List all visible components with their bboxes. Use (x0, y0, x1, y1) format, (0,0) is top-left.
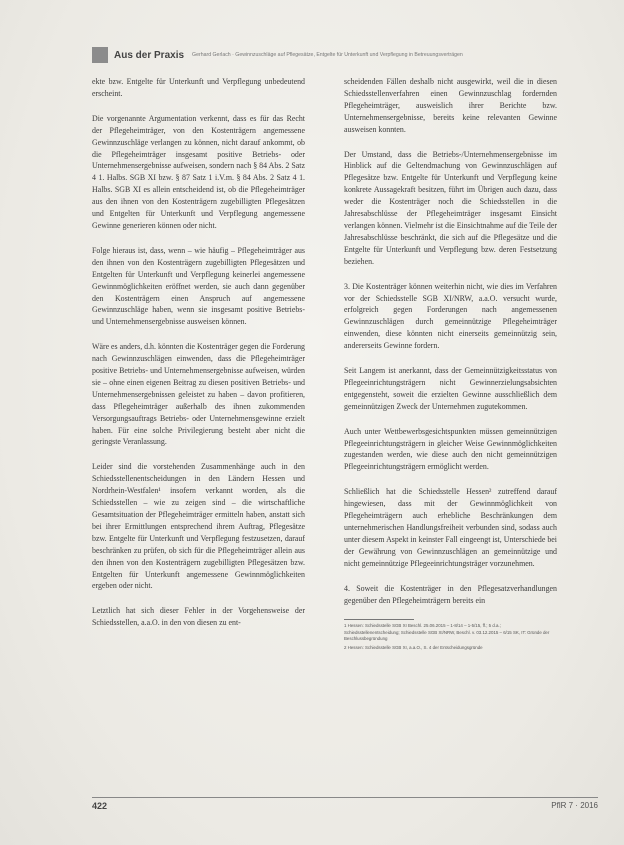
footnote: 1 Hessen: Schiedsstelle SGB XI Beschl. 25.06.2015 – 1-8/14 – 1-5/15, ff.; 5 d.a.; Schiedsstellenentscheidung; Schiedsstelle SGB XI/NRW, Beschl. v. 03.12.2015 – 6/15 SK, IT: Gründe der Beschlussbegründung (344, 623, 550, 642)
section-title: Aus der Praxis (114, 49, 185, 61)
journal-issue: PflR 7 · 2016 (551, 801, 598, 810)
header-marker-block (92, 47, 108, 63)
paragraph: Letztlich hat sich dieser Fehler in der Vorgehensweise der Schiedsstellen, a.a.O. in den von diesen zu ent- (92, 606, 305, 628)
paragraph: Folge hieraus ist, dass, wenn – wie häufig – Pflegeheimträger aus den ihnen von den Kostenträgern zugebilligten Pflegesätzen und Entgelten für Unterkunft und Verpflegung keinerlei angemessene Gewinnmöglichkeiten eröffnet werden, sie auch dann gegenüber den Kostenträgern einen Anspruch auf angemessene Gewinnzuschläge haben, wenn sie insgesamt positive Betriebs- und Unternehmensergebnisse ausweisen können. (92, 245, 305, 327)
footnote: 2 Hessen: Schiedsstelle SGB XI, a.a.O., S. 4 der Entscheidungsgründe (344, 644, 483, 650)
paragraph: Auch unter Wettbewerbsgesichtspunkten müssen gemeinnützigen Pflegeeinrichtungsträgern in gleicher Weise Gewinnmöglichkeiten zugestanden werden, wie diese auch den nicht gemeinnützigen Pflegeeinrichtungsträgern ermöglicht werden. (344, 426, 557, 472)
running-header (92, 47, 598, 63)
left-column (92, 76, 305, 736)
paragraph: scheidenden Fällen deshalb nicht ausgewirkt, weil die in diesen Schiedsstellenverfahren einen Gewinnzuschlag fordernden Pflegeheimträger, ausweislich ihrer Berichte bzw. Unternehmensergebnisse, bereits keine relevanten Gewinne ausweisen konnten. (344, 77, 557, 134)
paragraph: 4. Soweit die Kostenträger in den Pflegesatzverhandlungen gegenüber den Pflegeheimträgern bereits ein (344, 583, 557, 605)
running-header-subtitle: Gerhard Gerlach · Gewinnzuschläge auf Pflegesätze, Entgelte für Unterkunft und Verpflegung in Betreuungsverträgen (192, 52, 463, 58)
footnote-separator (344, 619, 414, 620)
paragraph: Schließlich hat die Schiedsstelle Hessen² zutreffend darauf hingewiesen, dass mit der Gewinnmöglichkeit von Pflegeheimträgern auch erhebliche Beschränkungen dem unternehmerischen Handlungsfreiheit verbunden sind, sodass auch unter diesem Aspekt in keinster Fall eingeengt ist, Unterschiede bei der Gewährung von Gewinnzuschlägen an gemeinnützige und nicht gemeinnützige Pflegeeinrichtungsträger vorzunehmen. (344, 487, 557, 568)
right-column (344, 76, 557, 736)
paragraph: Der Umstand, dass die Betriebs-/Unternehmensergebnisse im Hinblick auf die Geltendmachung von Gewinnzuschlägen auf Pflegesätze bzw. Entgelte für Unterkunft und Verpflegung keine konkrete Aussagekraft besitzen, führt im Übrigen auch dazu, dass weder die Kostenträger noch die Schiedsstellen in die Jahresabschlüsse der Pflegeheimträger insgesamt Einsicht verlangen können. Vielmehr ist die Einsichtnahme auf die Teile der Jahresabschlüsse beschränkt, die sich auf die Pflegesätze und die Entgelte für Unterkunft und Verpflegung bzw. deren Festsetzung beziehen. (344, 149, 557, 266)
page-number: 422 (92, 801, 108, 811)
paragraph: Seit Langem ist anerkannt, dass der Gemeinnützigkeitsstatus von Pflegeeinrichtungsträgern nicht Gewinnerzielungsabsichten entgegensteht, soweit die erzielten Gewinne ausschließlich dem gemeinnützigen Zweck der Unternehmen zugutekommen. (344, 366, 557, 411)
paragraph: Leider sind die vorstehenden Zusammenhänge auch in den Schiedsstellenentscheidungen in den Ländern Hessen und Nordrhein-Westfalen¹ insofern verkannt worden, als die Schiedsstellen – wie zu zeigen sind – die wirtschaftliche Gesamtsituation der Pflegeheimträger ermitteln haben, anstatt sich bei ihrer Ermittlungen entsprechend ihrem Auftrag, Pflegesätze bzw. Entgelte für Unterkunft und Verpflegung festzusetzen, darauf beschränken zu prüfen, ob sich für die Pflegeheimträger allein aus den ihnen von den Kostenträgern zugebilligten Pflegesätzen bzw. Entgelten für Unterkunft angemessene Gewinnmöglichkeiten ergeben oder nicht. (92, 462, 305, 591)
paragraph: Die vorgenannte Argumentation verkennt, dass es für das Recht der Pflegeheimträger, von den Kostenträgern angemessene Gewinnzuschläge verlangen zu können, nicht darauf ankommt, ob die Pflegeheimträger insgesamt positive Betriebs- oder Unternehmensergebnisse aufweisen, sondern nach § 84 Abs. 2 Satz 4 1. Halbs. SGB XI bzw. § 87 Satz 1 i.V.m. § 84 Abs. 2 Satz 4 1. Halbs. SGB XI es allein entscheidend ist, ob die Pflegeheimträger aus den ihnen von den Kostenträgern zugebilligten Pflegesätzen und Entgelten für Unterkunft und Verpflegung angemessene Gewinne generieren können oder nicht. (92, 113, 305, 230)
paragraph: Wäre es anders, d.h. könnten die Kostenträger gegen die Forderung nach Gewinnzuschlägen einwenden, dass die Pflegeheimträger positive Betriebs- und Unternehmensergebnisse aufweisen, würden sie – ohne einen eigenen Beitrag zu diesen positiven Betriebs- und Unternehmensergebnissen geleistet zu haben – davon profitieren, dass Pflegeheimträger außerhalb des ihnen zukommenden Versorgungsauftrags Betriebs- oder Unternehmensgewinne erzielt haben. Für eine solche Privilegierung besteht aber nicht die geringste Veranlassung. (92, 342, 305, 447)
footer-rule (92, 797, 598, 798)
paragraph: 3. Die Kostenträger können weiterhin nicht, wie dies im Verfahren vor der Schiedsstelle SGB XI/NRW, a.a.O. versucht wurde, erfolgreich gegen Forderungen nach angemessenen Gewinnzuschlägen durch gemeinnützige Pflegeheimträger einwenden, diese könnten nicht einerseits gemeinnützig sein, andererseits Gewinne fordern. (344, 281, 557, 351)
paragraph: ekte bzw. Entgelte für Unterkunft und Verpflegung unbedeutend erscheint. (92, 77, 305, 98)
